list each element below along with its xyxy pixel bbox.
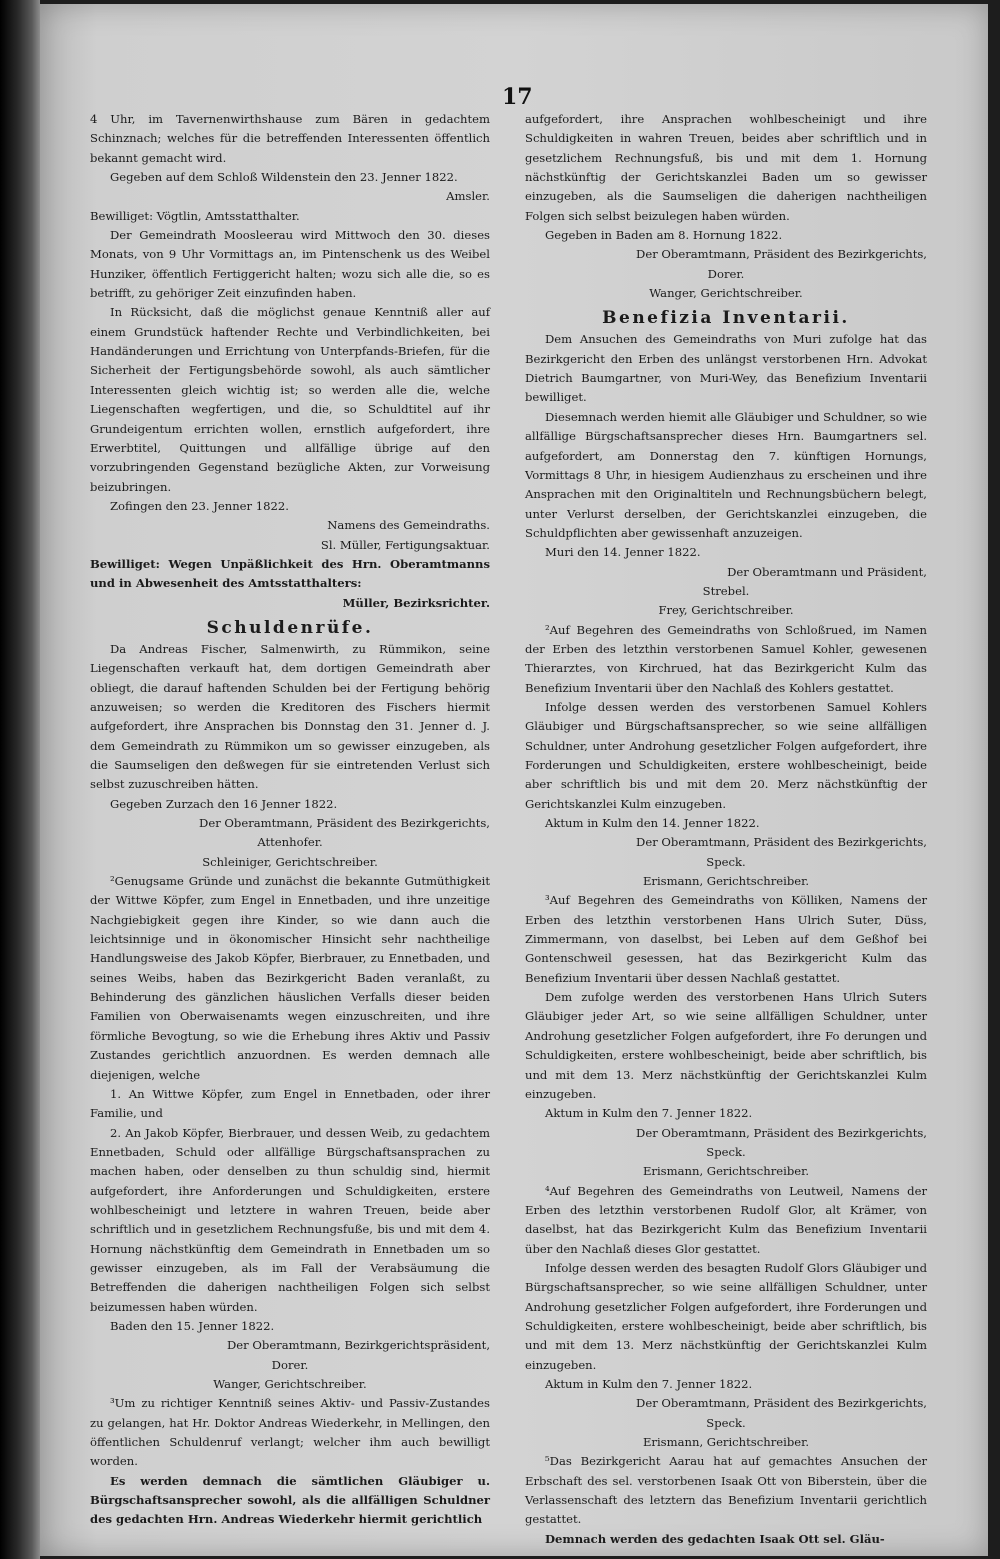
date-line: Zofingen den 23. Jenner 1822. bbox=[110, 498, 289, 513]
signature: Speck. bbox=[706, 1415, 746, 1430]
signature: Dorer. bbox=[707, 266, 745, 281]
signature: Speck. bbox=[706, 1144, 746, 1159]
date-line: Gegeben Zurzach den 16 Jenner 1822. bbox=[110, 796, 338, 811]
page-number: 17 bbox=[502, 84, 533, 110]
signature: Müller, Bezirksrichter. bbox=[342, 595, 490, 610]
signature: Erismann, Gerichtschreiber. bbox=[642, 874, 810, 889]
signature: Der Oberamtmann und Präsident, bbox=[727, 564, 927, 579]
right-column bbox=[525, 110, 927, 1549]
signature: Erismann, Gerichtschreiber. bbox=[642, 1164, 810, 1179]
section-heading: Schuldenrüfe. bbox=[206, 617, 374, 638]
paragraph: ³Um zu richtiger Kenntniß seines Aktiv- und Passiv-Zustandes zu gelangen, hat Hr. Doktor Andreas Wiederkehr, in Mellingen, den öffentlichen Schuldenruf verlangt; welcher ihm auch bewilligt worden. bbox=[90, 1396, 490, 1469]
paragraph: Dem zufolge werden des verstorbenen Hans Ulrich Suters Gläubiger jeder Art, so wie seine allfälligen Schuldner, unter Androhung gesetzlicher Folgen aufgefordert, ihre Fo derungen und Schuldigkeiten, erstere wohlbescheinigt, beide aber schriftlich, bis und mit dem 13. Merz nächstkünftig der Gerichtskanzlei Kulm einzugeben. bbox=[525, 990, 927, 1101]
date-line: Baden den 15. Jenner 1822. bbox=[110, 1318, 275, 1333]
signature: Schleiniger, Gerichtschreiber. bbox=[202, 854, 378, 869]
binding-gutter bbox=[0, 0, 40, 1559]
paragraph: ⁴Auf Begehren des Gemeindraths von Leutweil, Namens der Erben des letzthin verstorbenen Rudolf Glor, alt Krämer, von daselbst, hat das Bezirkgericht Kulm das Benefizium Inventarii über den Nachlaß dieses Glor gestattet. bbox=[525, 1183, 927, 1256]
signature: Frey, Gerichtschreiber. bbox=[658, 603, 794, 618]
paragraph: ³Auf Begehren des Gemeindraths von Kölliken, Namens der Erben des letzthin verstorbenen Hans Ulrich Suter, Düss, Zimmermann, von daselbst, bei Leben auf dem Geßhof bei Gontenschweil gesessen, hat das Bezirkgericht Kulm das Benefizium Inventarii über dessen Nachlaß gestattet. bbox=[525, 893, 927, 985]
signature: Wanger, Gerichtschreiber. bbox=[213, 1377, 367, 1391]
paragraph: Da Andreas Fischer, Salmenwirth, zu Rümmikon, seine Liegenschaften verkauft hat, dem dortigen Gemeindrath aber obliegt, die darauf haftenden Schulden bei der Fertigung behörig anzuweisen; so werden die Kreditoren des Fischers hiermit aufgefordert, ihre Ansprachen bis Donnstag den 31. Jenner d. J. dem Gemeindrath zu Rümmikon um so gewisser einzugeben, als die Saumseligen den deßwegen für sie eintretenden Verlust sich selbst zuzuschreiben hätten. bbox=[90, 641, 490, 792]
paragraph: aufgefordert, ihre Ansprachen wohlbescheinigt und ihre Schuldigkeiten in wahren Treuen, beides aber schriftlich und in gesetzlichem Rechnungsfuß, bis und mit dem 1. Hornung nächstkünftig der Gerichtskanzlei Baden um so gewisser einzugeben, als die Saumseligen die daherigen nachtheiligen Folgen sich selbst beizulegen haben würden. bbox=[525, 112, 927, 223]
signature: Der Oberamtmann, Präsident des Bezirkgerichts, bbox=[636, 1125, 927, 1140]
signature: Der Oberamtmann, Präsident des Bezirkgerichts, bbox=[636, 247, 927, 262]
date-line: Gegeben auf dem Schloß Wildenstein den 23. Jenner 1822. bbox=[110, 170, 458, 185]
date-line: Aktum in Kulm den 7. Jenner 1822. bbox=[545, 1377, 753, 1391]
left-column bbox=[90, 110, 490, 1530]
signature: Namens des Gemeindraths. bbox=[327, 518, 490, 533]
paragraph: ⁵Das Bezirkgericht Aarau hat auf gemachtes Ansuchen der Erbschaft des sel. verstorbenen Isaak Ott von Biberstein, über die Verlassenschaft des letztern das Benefizium Inventarii gerichtlich gestattet. bbox=[525, 1454, 927, 1527]
paragraph: Infolge dessen werden des besagten Rudolf Glors Gläubiger und Bürgschaftsansprecher, so wie seine allfälligen Schuldner, unter Androhung gesetzlicher Folgen aufgefordert, ihre Forderungen und Schuldigkeiten, erstere wohlbescheinigt, beide aber schriftlich, bis und mit dem 13. Merz nächstkünftig der Gerichtskanzlei Kulm einzugeben. bbox=[525, 1260, 927, 1372]
section-heading: Benefizia Inventarii. bbox=[602, 308, 850, 329]
paragraph: Dem Ansuchen des Gemeindraths von Muri zufolge hat das Bezirkgericht den Erben des unlängst verstorbenen Hrn. Advokat Dietrich Baumgartner, von Muri-Wey, das Benefizium Inventarii bewilliget. bbox=[525, 332, 927, 405]
paragraph: ²Auf Begehren des Gemeindraths von Schloßrued, im Namen der Erben des letzthin verstorbenen Samuel Kohler, gewesenen Thierarztes, von Kirchrued, hat das Bezirkgericht Kulm das Benefizium Inventarii über den Nachlaß des Kohlers gestattet. bbox=[525, 622, 927, 695]
signature: Der Oberamtmann, Bezirkgerichtspräsident, bbox=[227, 1338, 490, 1353]
signature: Sl. Müller, Fertigungsaktuar. bbox=[320, 537, 490, 552]
approval-line: Bewilliget: Wegen Unpäßlichkeit des Hrn. Oberamtmanns und in Abwesenheit des Amtsstatthalters: bbox=[90, 556, 490, 591]
paragraph: Der Gemeindrath Moosleerau wird Mittwoch den 30. dieses Monats, von 9 Uhr Vormittags an, im Pintenschenk us des Weibel Hunziker, öffentlich Fertiggericht halten; wozu sich alle die, so es betrifft, zu gehöriger Zeit einzufinden haben. bbox=[90, 228, 490, 301]
signature: Erismann, Gerichtschreiber. bbox=[642, 1435, 810, 1450]
paragraph: In Rücksicht, daß die möglichst genaue Kenntniß aller auf einem Grundstück haftender Rechte und Verbindlichkeiten, bei Handänderungen und Errichtung von Unterpfands-Briefen, für die Sicherheit der Fertigungsbehörde sowohl, als auch sämtlicher Interessenten gleich wichtig ist; so werden alle die, welche Liegenschaften wegfertigen, und die, so Schuldtitel auf ihr Grundeigentum errichten wollen, ernstlich aufgefordert, ihre Erwerbtitel, Quittungen und allfällige übrige auf den vorzubringenden Gegenstand bezügliche Akten, zur Vorweisung beizubringen. bbox=[90, 305, 490, 494]
paragraph: Infolge dessen werden des verstorbenen Samuel Kohlers Gläubiger und Bürgschaftsansprecher, so wie seine allfälligen Schuldner, unter Androhung gesetzlicher Folgen aufgefordert, ihre Forderungen und Schuldigkeiten, erstere wohlbescheinigt, beide aber schriftlich bis und mit dem 20. Merz nächstkünftig der Gerichtskanzlei Kulm einzugeben. bbox=[525, 699, 927, 811]
approval-line: Bewilliget: Vögtlin, Amtsstatthalter. bbox=[90, 208, 300, 223]
list-item: 2. An Jakob Köpfer, Bierbrauer, und dessen Weib, zu gedachtem Ennetbaden, Schuld oder allfällige Bürgschaftsansprachen zu machen haben, oder denselben zu thun schuldig sind, hiermit aufgefordert, ihre Anforderungen und Schuldigkeiten, erstere wohlbescheinigt und letztere in wahren Treuen, beide aber schriftlich und in gesetzlichem Rechnungsfuße, bis und mit dem 4. Hornung nächstkünftig dem Gemeindrath in Ennetbaden um so gewisser einzugeben, als im Fall der Verabsäumung die Betreffenden die daherigen nachtheiligen Folgen sich selbst beizumessen haben würden. bbox=[90, 1125, 490, 1314]
paragraph: Es werden demnach die sämtlichen Gläubiger u. Bürgschaftsansprecher sowohl, als die allfälligen Schuldner des gedachten Hrn. Andreas Wiederkehr hiermit gerichtlich bbox=[90, 1473, 490, 1527]
signature: Speck. bbox=[706, 854, 746, 869]
signature: Attenhofer. bbox=[257, 835, 323, 850]
signature: Strebel. bbox=[702, 583, 750, 598]
signature: Der Oberamtmann, Präsident des Bezirkgerichts, bbox=[636, 835, 927, 850]
date-line: Aktum in Kulm den 7. Jenner 1822. bbox=[545, 1106, 753, 1121]
list-item: 1. An Wittwe Köpfer, zum Engel in Ennetbaden, oder ihrer Familie, und bbox=[90, 1086, 490, 1121]
date-line: Gegeben in Baden am 8. Hornung 1822. bbox=[545, 228, 783, 243]
paragraph: 4 Uhr, im Tavernenwirthshause zum Bären in gedachtem Schinznach; welches für die betreffenden Interessenten öffentlich bekannt gemacht wird. bbox=[90, 112, 490, 165]
newspaper-page bbox=[40, 4, 988, 1556]
signature: Wanger, Gerichtschreiber. bbox=[649, 286, 803, 301]
signature: Der Oberamtmann, Präsident des Bezirkgerichts, bbox=[199, 816, 490, 831]
paragraph: ²Genugsame Gründe und zunächst die bekannte Gutmüthigkeit der Wittwe Köpfer, zum Engel in Ennetbaden, und ihre unzeitige Nachgiebigkeit gegen ihre Kinder, so wie dann auch die leichtsinnige und in ökonomischer Hinsicht sehr nachtheilige Handlungsweise des Jakob Köpfer, Bierbrauer, zu Ennetbaden, und seines Weibs, haben das Bezirkgericht Baden veranlaßt, zu Behinderung des gänzlichen häuslichen Verfalls dieser beiden Familien von Oberwaisenamts wegen einzuschreiten, und ihre förmliche Bevogtung, so wie die Erhebung ihres Aktiv und Passiv Zustandes gerichtlich anzuordnen. Es werden demnach alle diejenigen, welche bbox=[90, 874, 490, 1082]
date-line: Muri den 14. Jenner 1822. bbox=[545, 545, 701, 560]
paragraph: Demnach werden des gedachten Isaak Ott sel. Gläu- bbox=[545, 1531, 885, 1546]
signature: Der Oberamtmann, Präsident des Bezirkgerichts, bbox=[636, 1396, 927, 1411]
signature: Amsler. bbox=[446, 189, 490, 204]
date-line: Aktum in Kulm den 14. Jenner 1822. bbox=[545, 816, 760, 831]
signature: Dorer. bbox=[271, 1357, 309, 1372]
paragraph: Diesemnach werden hiemit alle Gläubiger und Schuldner, so wie allfällige Bürgschaftsansprecher dieses Hrn. Baumgartners sel. aufgefordert, am Donnerstag den 7. künftigen Hornungs, Vormittags 8 Uhr, in hiesigem Audienzhaus zu erscheinen und ihre Ansprachen mit den Originaltiteln und Rechnungsbüchern belegt, unter Verlurst derselben, der Gerichtskanzlei einzugeben, die Schuldpflichten aber gewissenhaft anzuzeigen. bbox=[525, 409, 927, 540]
